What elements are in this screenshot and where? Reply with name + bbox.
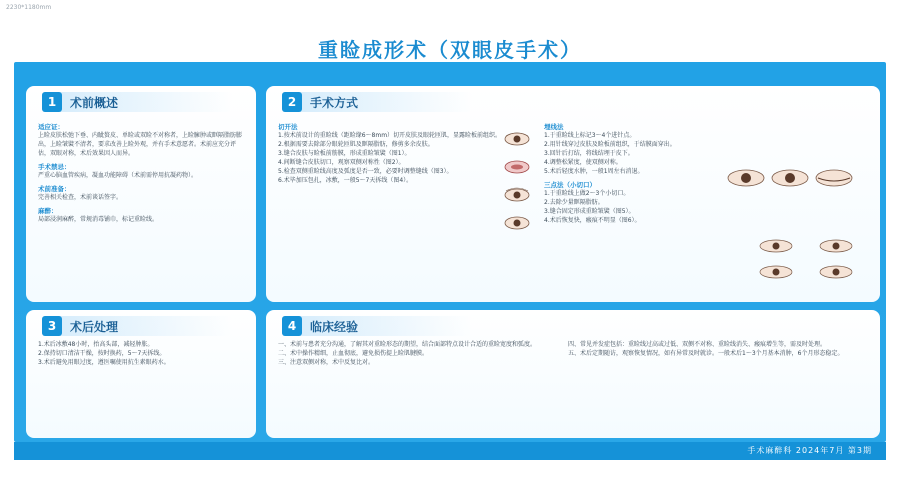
section-surgical-methods [266, 86, 880, 302]
section-number: 1 [42, 92, 62, 112]
section-number: 4 [282, 316, 302, 336]
subheading-contraindications: 手术禁忌： [38, 163, 71, 171]
canvas-size-label: 2230*1180mm [6, 4, 52, 11]
section-preop-overview [26, 86, 256, 302]
section-body [38, 118, 244, 224]
anesthesia-text: 局部浸润麻醉，常规消毒铺巾，标记重睑线。 [38, 216, 159, 223]
eye-illustration-3 [504, 186, 530, 204]
eye-illustration-grid [748, 234, 868, 284]
section-title: 手术方式 [310, 96, 359, 110]
experience-text-a: 一、术前与患者充分沟通，了解其对重睑形态的期望，结合面部特点设计合适的重睑宽度和弧度。 二、术中操作精细，止血彻底，避免损伤提上睑肌腱膜。 三、注意双侧对称，术中反复比对。 [278, 341, 537, 366]
section-body [38, 340, 244, 367]
page-title: 重睑成形术（双眼皮手术） [318, 38, 582, 62]
subheading-preparation: 术前准备： [38, 185, 71, 193]
section-header [42, 92, 232, 112]
section-header [282, 92, 472, 112]
subheading-mini-incision: 三点法（小切口） [544, 181, 596, 189]
eye-illustration-1 [504, 130, 530, 148]
section-postop-care [26, 310, 256, 438]
contraindications-text: 严重心脑血管疾病，凝血功能障碍（术前需停用抗凝药物）。 [38, 172, 198, 179]
eye-illustrations-row [726, 162, 856, 196]
method-incision [278, 118, 506, 185]
section-title: 术前概述 [70, 96, 119, 110]
experience-text-b: 四、常见并发症包括：重睑线过高或过低、双侧不对称、重睑线消失、瘢痕增生等，需及时处理。 五、术后定期随访，观察恢复情况，如有异常及时就诊。一般术后1～3个月基本消肿，6个月形态稳定。 [568, 341, 844, 357]
footer-bar [14, 442, 886, 460]
subheading-indications: 适应证： [38, 123, 64, 131]
preparation-text: 完善相关检查，术前谈话签字。 [38, 194, 123, 201]
suture-steps: 1.于重睑线上标记3～4个进针点。 2.用针线穿过皮肤及睑板前组织，于结膜面穿出。 3.回针后打结，将线结埋于皮下。 4.调整松紧度，使双侧对称。 5.术后轻度水肿，一般1周左右消退。 [544, 132, 676, 175]
eye-illustrations-grid [748, 234, 868, 288]
section-clinical-experience [266, 310, 880, 438]
mini-incision-steps: 1.于重睑线上做2～3个小切口。 2.去除少量眶隔脂肪。 3.缝合固定形成重睑皱襞（图5）。 4.术后恢复快，瘢痕不明显（图6）。 [544, 190, 641, 224]
indications-text: 上睑皮肤松弛下垂、内眦赘皮、单睑或双睑不对称者，上睑臃肿或眶隔脂肪膨出，上睑皱襞不清者，要求改善上睑外观，并有手术意愿者。术前应充分评估，双眼对称，术后效果因人而异。 [38, 132, 243, 157]
eye-illustration-4 [504, 214, 530, 232]
eye-illustration-row-1 [726, 162, 856, 192]
subheading-anesthesia: 麻醉： [38, 207, 58, 215]
section-title: 术后处理 [70, 320, 119, 334]
incision-steps: 1.按术前设计的重睑线（距睑缘6～8mm）切开皮肤及眼轮匝肌，显露睑板前组织。 2.根据需要去除部分眼轮匝肌及眶隔脂肪，修剪多余皮肤。 3.缝合皮肤与睑板前筋膜，形成重睑皱襞（图1）。 4.间断缝合皮肤切口，观察双侧对称性（图2）。 5.检查双侧重睑线高度及弧度是否一致，必要时调整缝线（图3）。 6.术毕加压包扎，冰敷，一般5～7天拆线（图4）。 [278, 132, 502, 184]
section-header [42, 316, 232, 336]
subheading-suture: 埋线法 [544, 123, 564, 131]
method-suture [544, 118, 744, 225]
section-header [282, 316, 472, 336]
experience-right-column [568, 340, 868, 358]
postop-text: 1.术后冰敷48小时，抬高头部，减轻肿胀。 2.保持切口清洁干燥，按时换药，5～7天拆线。 3.术后避免用眼过度，遵医嘱使用抗生素眼药水。 [38, 341, 170, 366]
eye-illustrations-column [504, 130, 532, 242]
footer-issue-text: 手术麻醉科 2024年7月 第3期 [747, 446, 872, 455]
experience-left-column [278, 340, 550, 367]
section-number: 2 [282, 92, 302, 112]
subheading-incision: 切开法 [278, 123, 298, 131]
eye-illustration-2 [504, 158, 530, 176]
section-number: 3 [42, 316, 62, 336]
section-title: 临床经验 [310, 320, 359, 334]
